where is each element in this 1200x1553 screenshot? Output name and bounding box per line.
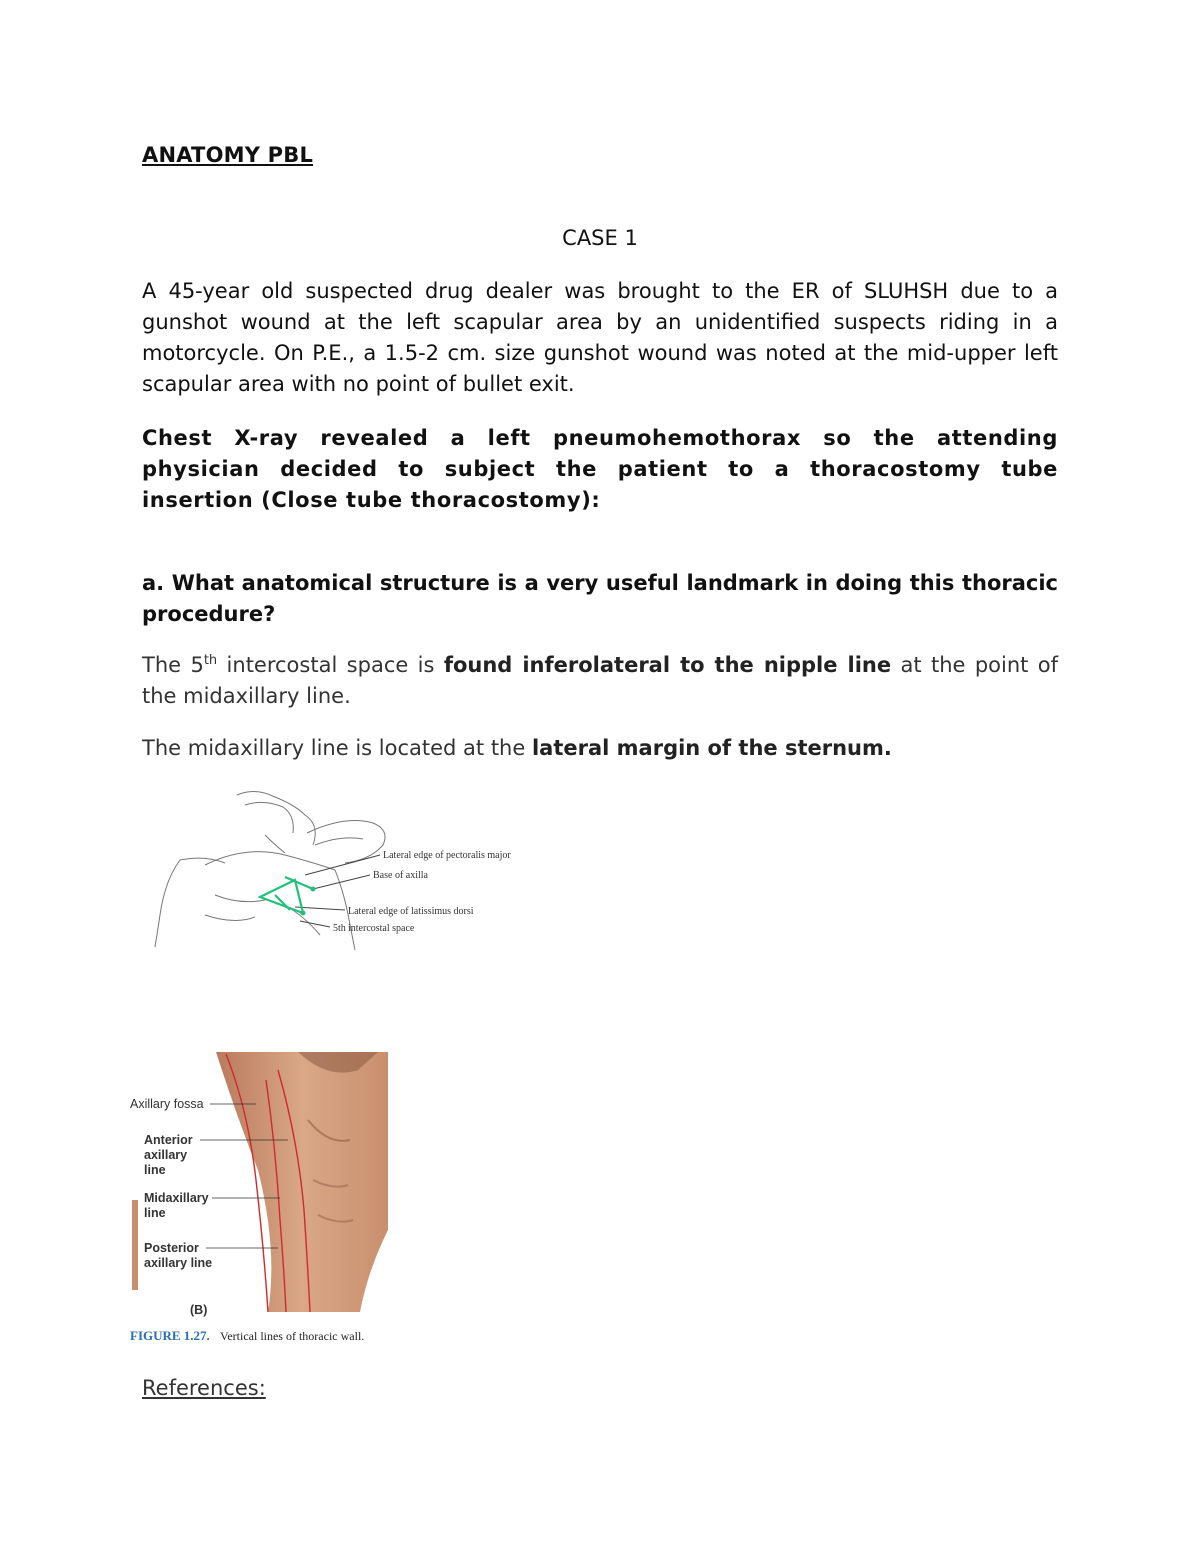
case-heading: CASE 1 xyxy=(562,226,638,250)
thoracostomy-landmark-figure xyxy=(145,785,545,950)
xray-finding: Chest X-ray revealed a left pneumohemothorax so the attending physician decided to subject the patient to a thoracostomy tube insertion (Close tube thoracostomy): xyxy=(142,426,1058,512)
label-midaxillary: Midaxillary xyxy=(144,1191,209,1205)
label-axillary-fossa: Axillary fossa xyxy=(130,1097,204,1111)
label-anterior-2: axillary xyxy=(144,1148,188,1162)
figure-caption-text: Vertical lines of thoracic wall. xyxy=(220,1329,365,1343)
figure1-label-intercostal: intercostal space xyxy=(348,923,415,934)
label-midaxillary-2: line xyxy=(144,1206,166,1220)
figure-caption-number: FIGURE 1.27. xyxy=(130,1328,210,1343)
arm-strip xyxy=(132,1200,138,1290)
figure1-label-latissimus: Lateral edge of latissimus dorsi xyxy=(348,906,474,917)
torso-photo xyxy=(216,1052,388,1312)
figure1-label-5th-prefix: 5th xyxy=(333,923,346,934)
figure1-label-base-axilla: Base of axilla xyxy=(373,870,428,881)
label-anterior: Anterior xyxy=(144,1133,193,1147)
answer-paragraph-2: The midaxillary line is located at the lateral margin of the sternum. xyxy=(142,736,892,760)
references-heading: References: xyxy=(142,1376,266,1400)
thoracic-wall-vertical-lines-figure xyxy=(128,1050,398,1350)
panel-label: (B) xyxy=(190,1303,208,1317)
label-anterior-3: line xyxy=(144,1163,166,1177)
document-title: ANATOMY PBL xyxy=(142,143,314,167)
label-posterior: Posterior xyxy=(144,1241,199,1255)
case-description: A 45-year old suspected drug dealer was brought to the ER of SLUHSH due to a gunshot wound at the left scapular area by an unidentified suspects riding in a motorcycle. On P.E., a 1.5-2 cm. size gunshot wound was noted at the mid-upper left scapular area with no point of bullet exit. xyxy=(142,279,1058,396)
figure1-label-pectoralis: Lateral edge of pectoralis major xyxy=(383,850,511,861)
question-a: a. What anatomical structure is a very useful landmark in doing this thoracic procedure? xyxy=(142,571,1058,626)
answer-paragraph-1: The 5th intercostal space is found inferolateral to the nipple line at the point of the midaxillary line. xyxy=(142,653,1059,708)
label-posterior-2: axillary line xyxy=(144,1256,213,1270)
